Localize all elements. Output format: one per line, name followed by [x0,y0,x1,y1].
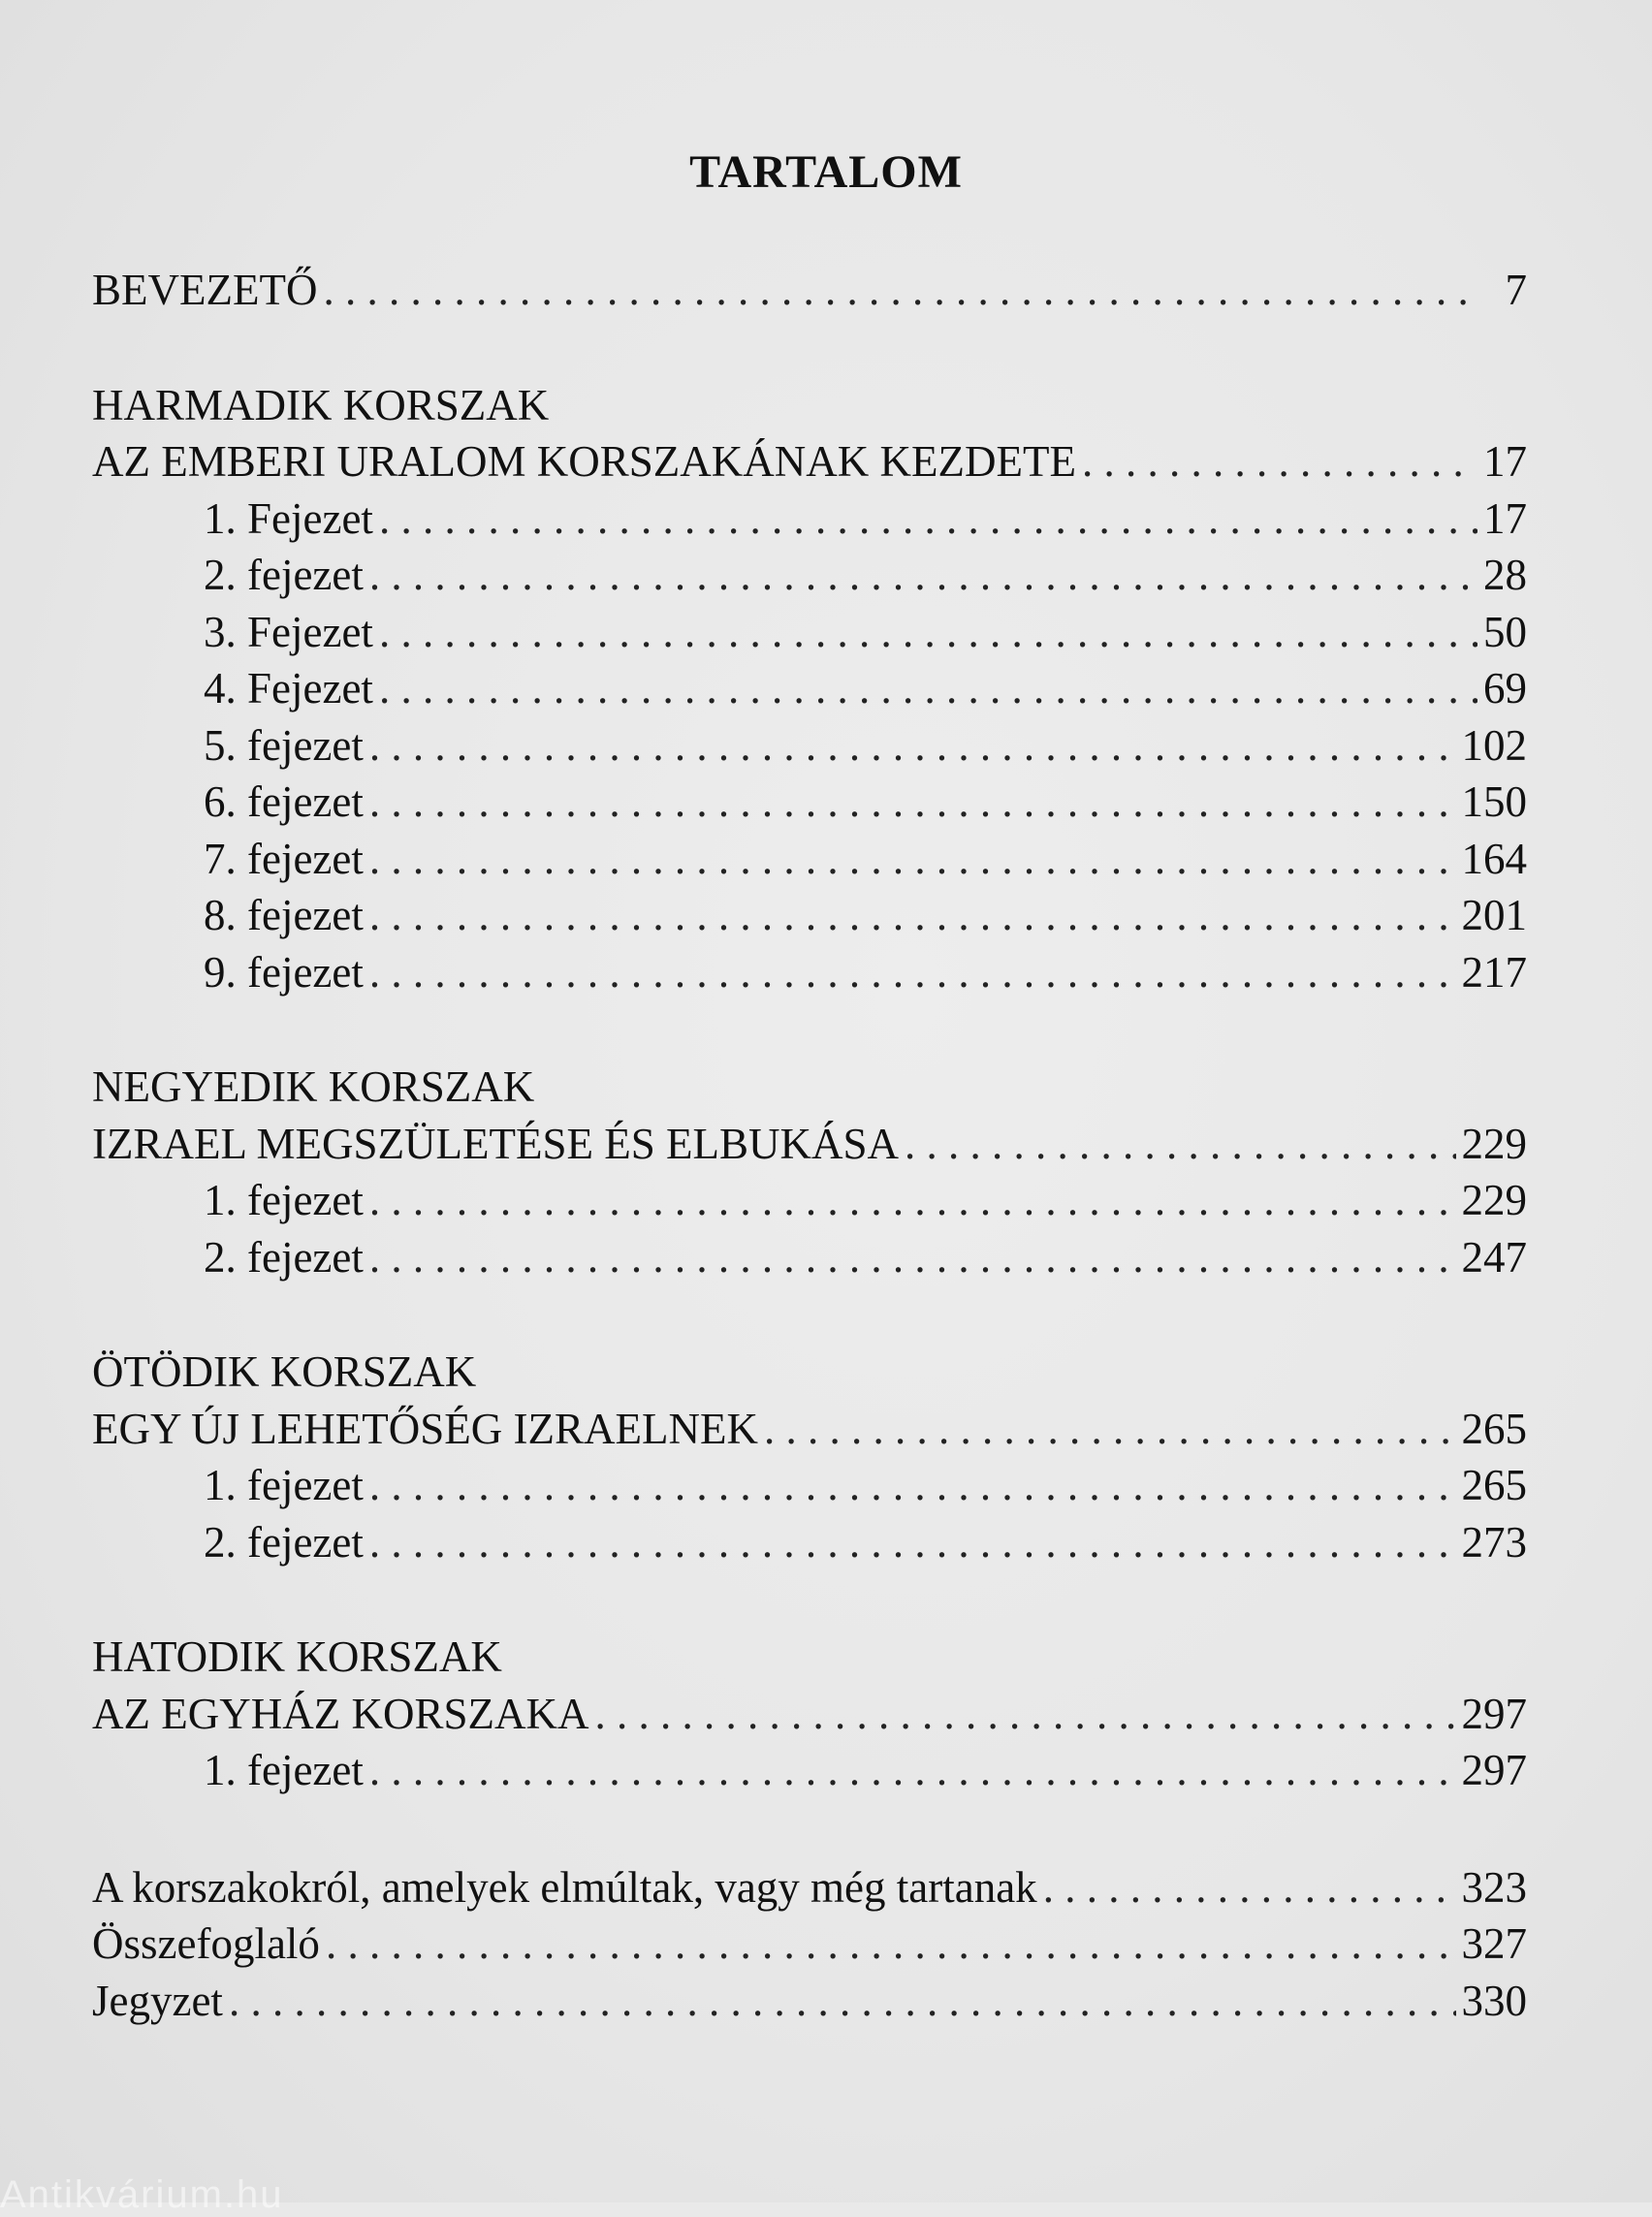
watermark: Antikvárium.hu [0,2173,284,2216]
section-era-heading: NEGYEDIK KORSZAK [92,1062,535,1111]
toc-entry-page: 265 [1461,1404,1527,1453]
section-subtitle-entry [92,1686,1527,1743]
closing-entry [92,1859,1527,1916]
section-subtitle-entry [92,1401,1527,1458]
dot-leader [369,1514,1456,1571]
closing-entry [92,1916,1527,1973]
toc-entry-page: 217 [1461,947,1527,997]
dot-leader [369,1172,1456,1229]
toc-entry-page: 323 [1461,1862,1527,1912]
toc-entry-page: 7 [1505,266,1527,314]
toc-entry-label: 2. fejezet [204,1517,364,1567]
dot-leader [905,1116,1455,1173]
toc-entry-page: 50 [1483,607,1527,656]
chapter-entry [92,1172,1527,1229]
toc-entry-label: 3. Fejezet [204,607,373,656]
toc-entry-page: 164 [1461,834,1527,883]
toc-entry-label: 4. Fejezet [204,664,373,713]
toc-entry-page: 17 [1483,493,1527,543]
toc-entry-page: 150 [1461,777,1527,826]
toc-entry-label: AZ EGYHÁZ KORSZAKA [92,1689,589,1738]
toc-entry-label: 6. fejezet [204,777,364,826]
closing-entry [92,1973,1527,2030]
dot-leader [1082,433,1477,491]
dot-leader [369,547,1477,604]
dot-leader [594,1686,1455,1743]
table-of-contents [92,262,1527,2029]
toc-entry-label: 1. fejezet [204,1176,364,1224]
dot-leader [369,944,1456,1001]
toc-entry-label: BEVEZETŐ [92,266,318,314]
toc-entry-page: 28 [1483,551,1527,599]
chapter-entry [92,831,1527,888]
chapter-entry [92,1742,1527,1799]
chapter-entry [92,1457,1527,1514]
toc-entry-page: 330 [1461,1976,1527,2025]
toc-entry-label: 1. Fejezet [204,493,373,543]
dot-leader [369,887,1456,944]
dot-leader [323,262,1482,319]
toc-entry-label: AZ EMBERI URALOM KORSZAKÁNAK KEZDETE [92,437,1076,486]
dot-leader [379,491,1477,548]
toc-entry-page: 229 [1461,1119,1527,1168]
toc-entry-page: 229 [1461,1176,1527,1224]
dot-leader [369,774,1456,831]
toc-entry-page: 201 [1461,891,1527,939]
toc-entry-label: 1. fejezet [204,1461,364,1509]
section-era-heading: HARMADIK KORSZAK [92,380,550,429]
section-subtitle-entry [92,1116,1527,1173]
section-subtitle-entry [92,433,1527,491]
toc-entry-page: 297 [1461,1746,1527,1794]
chapter-entry [92,774,1527,831]
dot-leader [764,1401,1456,1458]
chapter-entry [92,660,1527,717]
toc-entry-page: 247 [1461,1232,1527,1282]
dot-leader [379,660,1477,717]
toc-entry-label: 7. fejezet [204,834,364,883]
toc-entry-label: 5. fejezet [204,720,364,770]
toc-entry-page: 273 [1461,1517,1527,1567]
chapter-entry [92,547,1527,604]
chapter-entry [92,944,1527,1001]
toc-entry-label: 2. fejezet [204,551,364,599]
dot-leader [369,1457,1456,1514]
dot-leader [369,831,1456,888]
dot-leader [379,604,1477,661]
toc-entry-label: IZRAEL MEGSZÜLETÉSE ÉS ELBUKÁSA [92,1119,900,1168]
toc-entry-page: 265 [1461,1461,1527,1509]
toc-entry-page: 17 [1483,437,1527,486]
toc-entry-label: Jegyzet [92,1976,223,2025]
toc-entry-label: EGY ÚJ LEHETŐSÉG IZRAELNEK [92,1404,758,1453]
toc-entry-label: 8. fejezet [204,891,364,939]
toc-entry-page: 297 [1461,1689,1527,1738]
section-era-heading: HATODIK KORSZAK [92,1632,502,1681]
dot-leader [369,717,1456,775]
chapter-entry [92,887,1527,944]
toc-entry-intro [92,262,1527,319]
dot-leader [369,1229,1456,1286]
toc-entry-label: 1. fejezet [204,1746,364,1794]
chapter-entry [92,491,1527,548]
toc-entry-page: 102 [1461,720,1527,770]
chapter-entry [92,1514,1527,1571]
chapter-entry [92,1229,1527,1286]
dot-leader [229,1973,1456,2030]
chapter-entry [92,717,1527,775]
chapter-entry [92,604,1527,661]
toc-entry-label: A korszakokról, amelyek elmúltak, vagy még tartanak [92,1862,1037,1912]
toc-entry-page: 327 [1461,1919,1527,1968]
section-era-heading: ÖTÖDIK KORSZAK [92,1347,477,1396]
dot-leader [1043,1859,1456,1916]
dot-leader [369,1742,1456,1799]
page-title: TARTALOM [689,146,963,198]
toc-entry-label: 9. fejezet [204,947,364,997]
toc-entry-page: 69 [1483,664,1527,713]
dot-leader [326,1916,1456,1973]
toc-entry-label: Összefoglaló [92,1919,320,1968]
toc-entry-label: 2. fejezet [204,1232,364,1282]
